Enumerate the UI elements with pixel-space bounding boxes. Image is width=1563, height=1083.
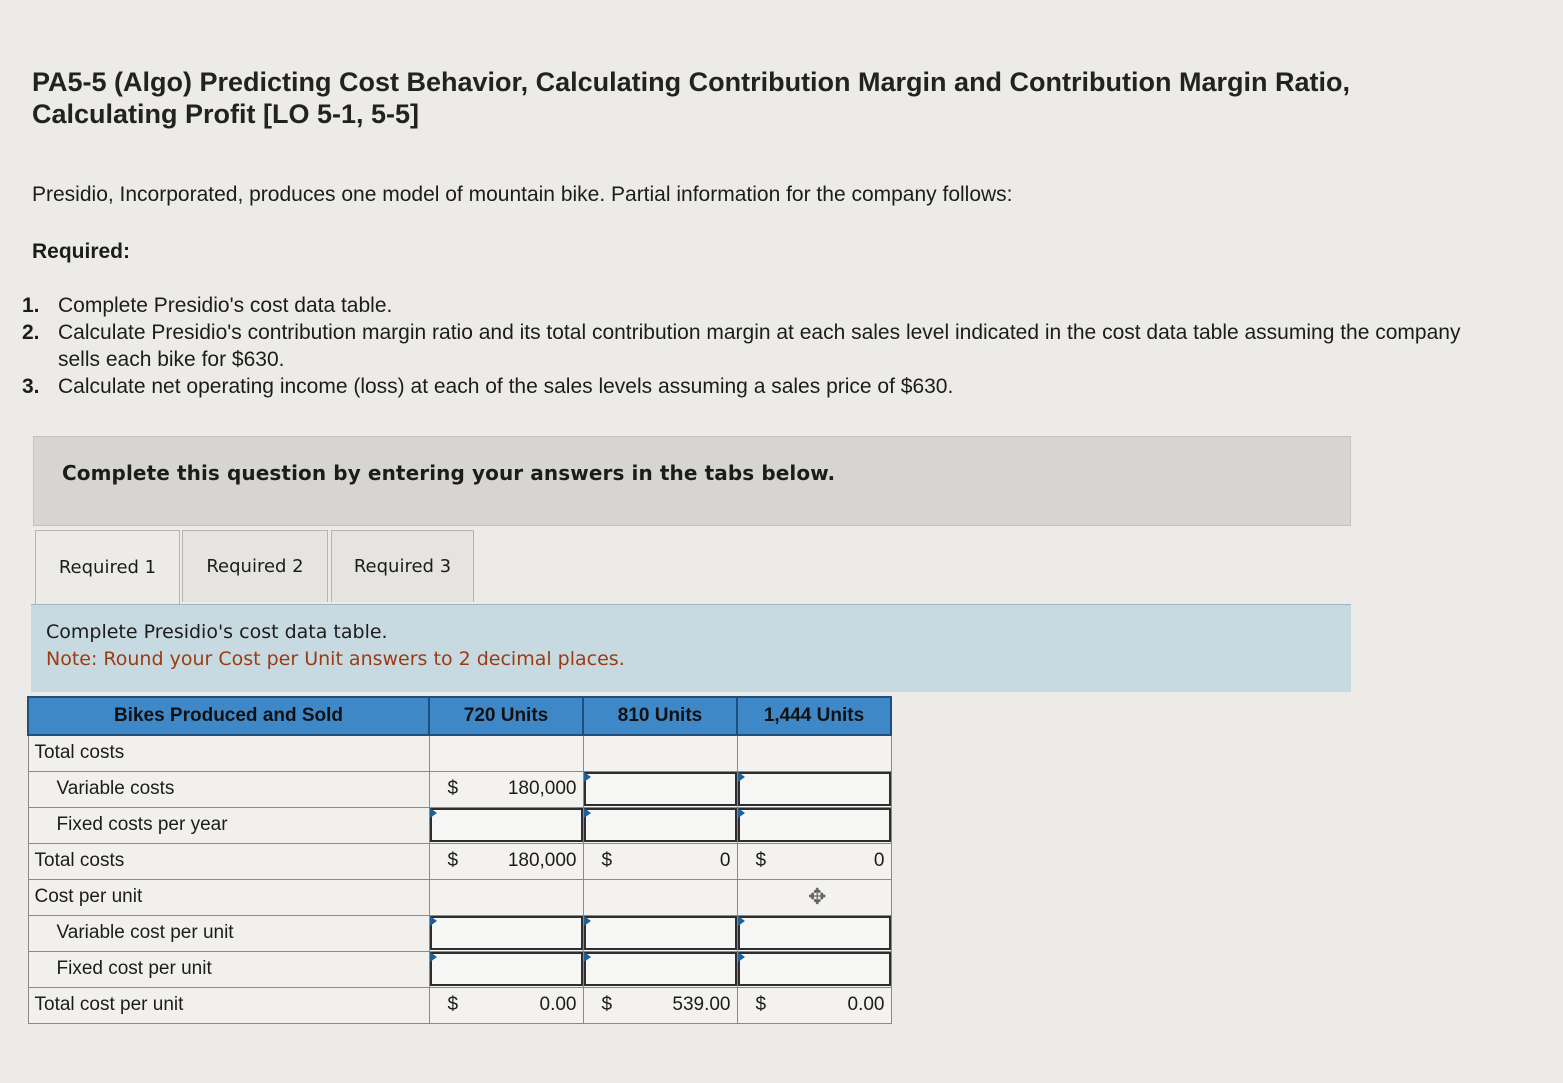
cell-value: 0.00 xyxy=(539,994,577,1015)
cell-total-costs-1444 xyxy=(737,843,891,879)
table-row xyxy=(28,915,891,951)
cell-total-cost-per-unit-720 xyxy=(429,987,583,1023)
cost-data-table xyxy=(27,696,892,1024)
instruction-banner xyxy=(33,436,1351,526)
input-fixed-costs-720[interactable] xyxy=(429,807,583,843)
tab-instructions xyxy=(31,604,1351,692)
cell-total-cost-per-unit-1444 xyxy=(737,987,891,1023)
banner-text: Complete this question by entering your answers in the tabs below. xyxy=(62,461,836,485)
requirement-text: Calculate Presidio's contribution margin ratio and its total contribution margin at each sales level indicated in the cost data table assuming the company sells each bike for $630. xyxy=(58,321,1461,371)
requirement-text: Complete Presidio's cost data table. xyxy=(58,294,393,317)
input-fixed-cost-per-unit-720[interactable] xyxy=(429,951,583,987)
row-label-fixed-cost-per-unit: Fixed cost per unit xyxy=(28,951,429,987)
tab-required-2[interactable]: Required 2 xyxy=(182,530,328,602)
header-810-units: 810 Units xyxy=(583,697,737,735)
input-variable-cost-per-unit-720[interactable] xyxy=(429,915,583,951)
cell-value: 0.00 xyxy=(847,994,885,1015)
currency-symbol: $ xyxy=(755,994,767,1015)
requirement-text: Calculate net operating income (loss) at each of the sales levels assuming a sales price of $630. xyxy=(58,375,954,398)
currency-symbol: $ xyxy=(447,850,459,871)
cell-total-cost-per-unit-810 xyxy=(583,987,737,1023)
fixed-cost-per-unit-720-field[interactable] xyxy=(430,952,583,986)
table-row xyxy=(28,987,891,1023)
instruction-line: Complete Presidio's cost data table. xyxy=(46,621,388,643)
table-row xyxy=(28,771,891,807)
currency-symbol: $ xyxy=(447,778,459,799)
row-label-variable-costs: Variable costs xyxy=(28,771,429,807)
header-1444-units: 1,444 Units xyxy=(737,697,891,735)
header-720-units: 720 Units xyxy=(429,697,583,735)
section-cost-per-unit: Cost per unit xyxy=(28,879,429,915)
currency-symbol: $ xyxy=(601,994,613,1015)
cell-value: 539.00 xyxy=(672,994,731,1015)
tab-required-3[interactable]: Required 3 xyxy=(331,530,474,602)
intro-text: Presidio, Incorporated, produces one model of mountain bike. Partial information for the company follows: xyxy=(32,183,1013,206)
variable-cost-per-unit-720-field[interactable] xyxy=(430,916,583,950)
cell-value: 0 xyxy=(719,850,731,871)
table-row xyxy=(28,951,891,987)
header-bikes: Bikes Produced and Sold xyxy=(28,697,429,735)
input-fixed-cost-per-unit-810[interactable] xyxy=(583,951,737,987)
fixed-costs-1444-field[interactable] xyxy=(738,808,891,842)
input-fixed-costs-810[interactable] xyxy=(583,807,737,843)
input-variable-costs-1444[interactable] xyxy=(737,771,891,807)
table-header-row xyxy=(28,697,891,735)
fixed-costs-720-field[interactable] xyxy=(430,808,583,842)
required-heading: Required: xyxy=(32,240,131,263)
requirement-item xyxy=(22,319,1462,373)
requirement-number: 2. xyxy=(22,321,40,344)
requirement-number: 1. xyxy=(22,294,40,317)
question-title: PA5-5 (Algo) Predicting Cost Behavior, Calculating Contribution Margin and Contribution Margin Ratio, Calculating Profit [LO 5-1, 5-5] xyxy=(32,67,1351,129)
input-fixed-cost-per-unit-1444[interactable] xyxy=(737,951,891,987)
variable-cost-per-unit-1444-field[interactable] xyxy=(738,916,891,950)
fixed-cost-per-unit-810-field[interactable] xyxy=(584,952,737,986)
row-label-total-costs: Total costs xyxy=(28,843,429,879)
cell-value: 180,000 xyxy=(507,778,577,799)
currency-symbol: $ xyxy=(601,850,613,871)
table-row xyxy=(28,735,891,771)
requirement-number: 3. xyxy=(22,375,40,398)
currency-symbol: $ xyxy=(447,994,459,1015)
rounding-note: Note: Round your Cost per Unit answers to 2 decimal places. xyxy=(46,648,625,670)
cell-total-costs-720 xyxy=(429,843,583,879)
variable-costs-1444-field[interactable] xyxy=(738,772,891,806)
input-variable-costs-810[interactable] xyxy=(583,771,737,807)
requirement-item xyxy=(22,292,1462,319)
fixed-costs-810-field[interactable] xyxy=(584,808,737,842)
row-label-fixed-costs: Fixed costs per year xyxy=(28,807,429,843)
input-variable-cost-per-unit-810[interactable] xyxy=(583,915,737,951)
row-label-variable-cost-per-unit: Variable cost per unit xyxy=(28,915,429,951)
cell-value: 180,000 xyxy=(507,850,577,871)
currency-symbol: $ xyxy=(755,850,767,871)
section-total-costs: Total costs xyxy=(28,735,429,771)
cell-value: 0 xyxy=(873,850,885,871)
table-row xyxy=(28,807,891,843)
table-row xyxy=(28,879,891,915)
variable-cost-per-unit-810-field[interactable] xyxy=(584,916,737,950)
move-cursor-icon: ✥ xyxy=(808,884,827,909)
row-label-total-cost-per-unit: Total cost per unit xyxy=(28,987,429,1023)
cell-total-costs-810 xyxy=(583,843,737,879)
requirement-item xyxy=(22,373,1462,400)
tab-required-1[interactable]: Required 1 xyxy=(35,530,180,604)
input-fixed-costs-1444[interactable] xyxy=(737,807,891,843)
requirements-list xyxy=(22,292,1462,400)
fixed-cost-per-unit-1444-field[interactable] xyxy=(738,952,891,986)
cell-variable-costs-720 xyxy=(429,771,583,807)
variable-costs-810-field[interactable] xyxy=(584,772,737,806)
table-row xyxy=(28,843,891,879)
input-variable-cost-per-unit-1444[interactable] xyxy=(737,915,891,951)
